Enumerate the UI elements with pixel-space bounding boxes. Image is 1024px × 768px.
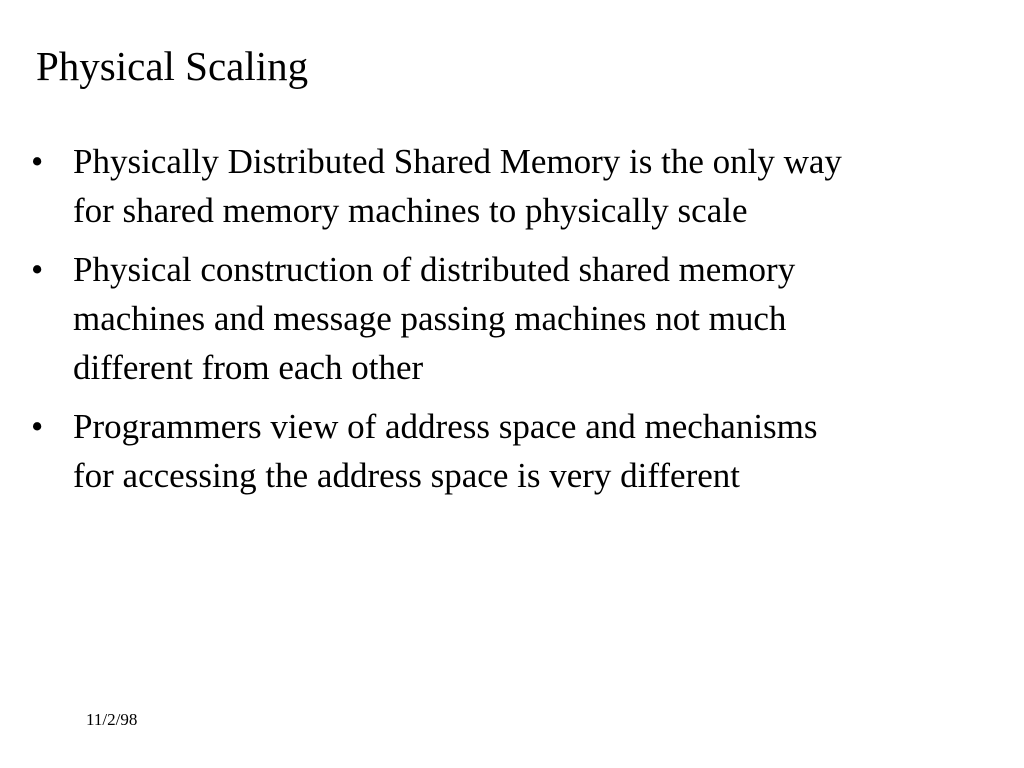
bullet-text-line: Programmers view of address space and mechanisms [73,407,818,446]
bullet-item [0,402,1000,500]
bullet-item [0,245,1000,392]
bullet-text-line: Physical construction of distributed shared memory [73,250,796,289]
bullet-text-line: machines and message passing machines not much [73,299,787,338]
slide-title: Physical Scaling [36,43,309,89]
bullet-point-icon: • [31,407,44,446]
bullet-point-icon: • [31,250,44,289]
bullet-text-line: Physically Distributed Shared Memory is the only way [73,142,842,181]
bullet-list [0,137,1000,510]
bullet-point-icon: • [31,142,44,181]
bullet-text-line: different from each other [73,348,424,387]
bullet-text-line: for accessing the address space is very different [73,456,740,495]
bullet-text-line: for shared memory machines to physically scale [73,191,748,230]
bullet-item [0,137,1000,235]
footer-date: 11/2/98 [86,710,138,729]
